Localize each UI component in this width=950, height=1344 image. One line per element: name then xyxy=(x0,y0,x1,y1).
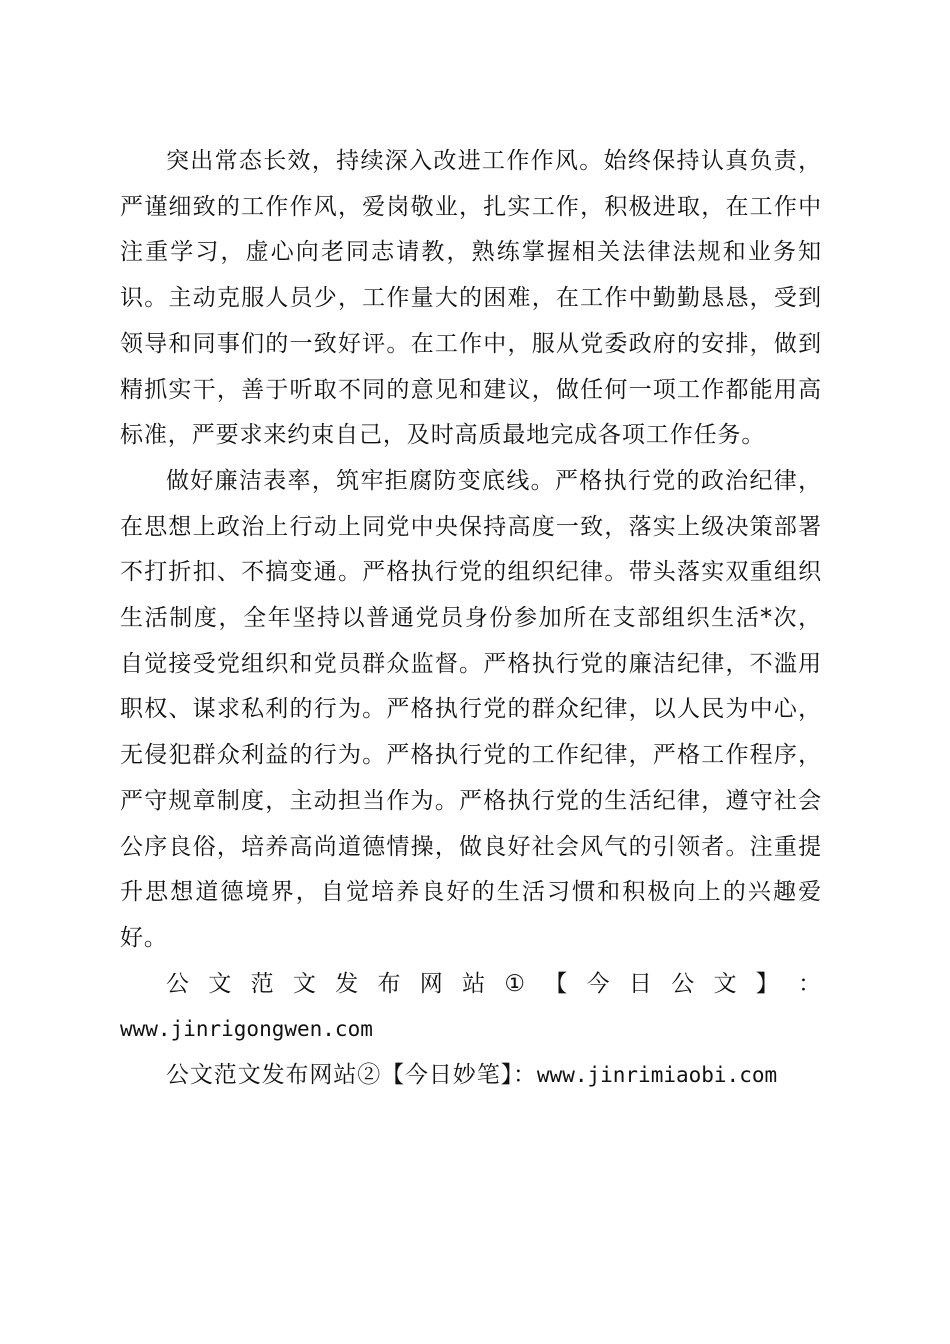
site2-url[interactable]: www.jinrimiaobi.com xyxy=(536,1063,778,1088)
site2-line xyxy=(120,1053,822,1099)
paragraph-work-style: 突出常态长效，持续深入改进工作作风。始终保持认真负责，严谨细致的工作作风，爱岗敬业，扎实工作，积极进取，在工作中注重学习，虚心向老同志请教，熟练掌握相关法律法规和业务知识。主动克服人员少，工作量大的困难，在工作中勤勤恳恳，受到领导和同事们的一致好评。在工作中，服从党委政府的安排，做到精抓实干，善于听取不同的意见和建议，做任何一项工作都能用高标准，严要求来约束自己，及时高质最地完成各项工作任务。 xyxy=(120,148,822,449)
paragraph-integrity: 做好廉洁表率，筑牢拒腐防变底线。严格执行党的政治纪律，在思想上政治上行动上同党中央保持高度一致，落实上级决策部署不打折扣、不搞变通。严格执行党的组织纪律。带头落实双重组织生活制度，全年坚持以普通党员身份参加所在支部组织生活*次，自觉接受党组织和党员群众监督。严格执行党的廉洁纪律，不滥用职权、谋求私利的行为。严格执行党的群众纪律，以人民为中心，无侵犯群众利益的行为。严格执行党的工作纪律，严格工作程序，严守规章制度，主动担当作为。严格执行党的生活纪律，遵守社会公序良俗，培养高尚道德情操，做良好社会风气的引领者。注重提升思想道德境界，自觉培养良好的生活习惯和积极向上的兴趣爱好。 xyxy=(120,467,822,951)
site1-url[interactable]: www.jinrigongwen.com xyxy=(120,1017,373,1042)
site2-label: 公文范文发布网站②【今日妙笔】： xyxy=(166,1062,537,1089)
document-page xyxy=(120,139,822,1099)
site1-label: 公 文 范 文 发 布 网 站 ① 【 今 日 公 文 】 ： xyxy=(166,970,822,997)
